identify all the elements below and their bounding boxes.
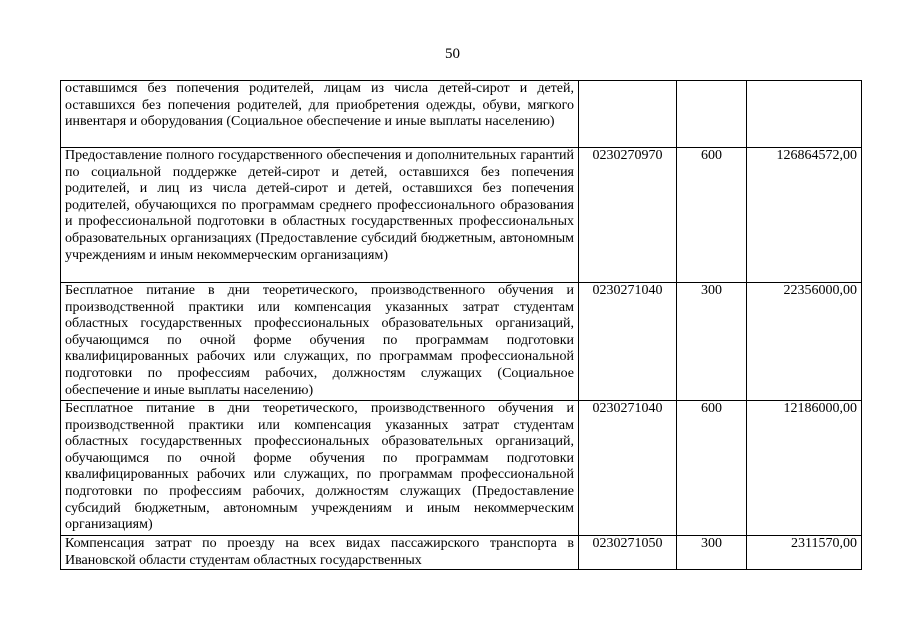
row-sum-cell: 2311570,00	[747, 536, 862, 570]
table-row	[61, 148, 862, 283]
row-code-cell: 0230270970	[579, 148, 677, 283]
table-row	[61, 81, 862, 148]
table-row	[61, 283, 862, 401]
row-name-cell: Компенсация затрат по проезду на всех видах пассажирского транспорта в Ивановской области студентам областных государственных	[61, 536, 579, 570]
budget-table	[60, 80, 862, 570]
row-kind-cell: 300	[677, 283, 747, 401]
row-name-cell: оставшимся без попечения родителей, лицам из числа детей-сирот и детей, оставшихся без попечения родителей, для приобретения одежды, обуви, мягкого инвентаря и оборудования (Социальное обеспечение и иные выплаты населению)	[61, 81, 579, 148]
row-kind-cell: 600	[677, 401, 747, 536]
row-code-cell: 0230271040	[579, 283, 677, 401]
row-sum-cell: 126864572,00	[747, 148, 862, 283]
row-kind-cell: 300	[677, 536, 747, 570]
row-name-cell: Бесплатное питание в дни теоретического, производственного обучения и производственной практики или компенсация указанных затрат студентам областных государственных профессиональных образовательных организаций, обучающимся по очной форме обучения по программам подготовки квалифицированных рабочих или служащих, по программам профессиональной подготовки по профессиям рабочих, должностям служащих (Предоставление субсидий бюджетным, автономным учреждениям и иным некоммерческим организациям)	[61, 401, 579, 536]
table-row	[61, 401, 862, 536]
row-kind-cell: 600	[677, 148, 747, 283]
row-sum-cell: 22356000,00	[747, 283, 862, 401]
row-sum-cell: 12186000,00	[747, 401, 862, 536]
row-name-cell: Предоставление полного государственного обеспечения и дополнительных гарантий по социальной поддержке детей-сирот и детей, оставшихся без попечения родителей, и лиц из числа детей-сирот и детей, оставшихся без попечения родителей, обучающихся по программам среднего профессионального образования и профессиональной подготовки в областных государственных профессиональных образовательных организациях (Предоставление субсидий бюджетным, автономным учреждениям и иным некоммерческим организациям)	[61, 148, 579, 283]
row-kind-cell	[677, 81, 747, 148]
row-code-cell: 0230271050	[579, 536, 677, 570]
row-sum-cell	[747, 81, 862, 148]
table-row	[61, 536, 862, 570]
row-name-cell: Бесплатное питание в дни теоретического, производственного обучения и производственной практики или компенсация указанных затрат студентам областных государственных профессиональных образовательных организаций, обучающимся по очной форме обучения по программам подготовки квалифицированных рабочих или служащих, по программам профессиональной подготовки по профессиям рабочих, должностям служащих (Социальное обеспечение и иные выплаты населению)	[61, 283, 579, 401]
row-code-cell: 0230271040	[579, 401, 677, 536]
row-code-cell	[579, 81, 677, 148]
page-number: 50	[445, 46, 460, 62]
